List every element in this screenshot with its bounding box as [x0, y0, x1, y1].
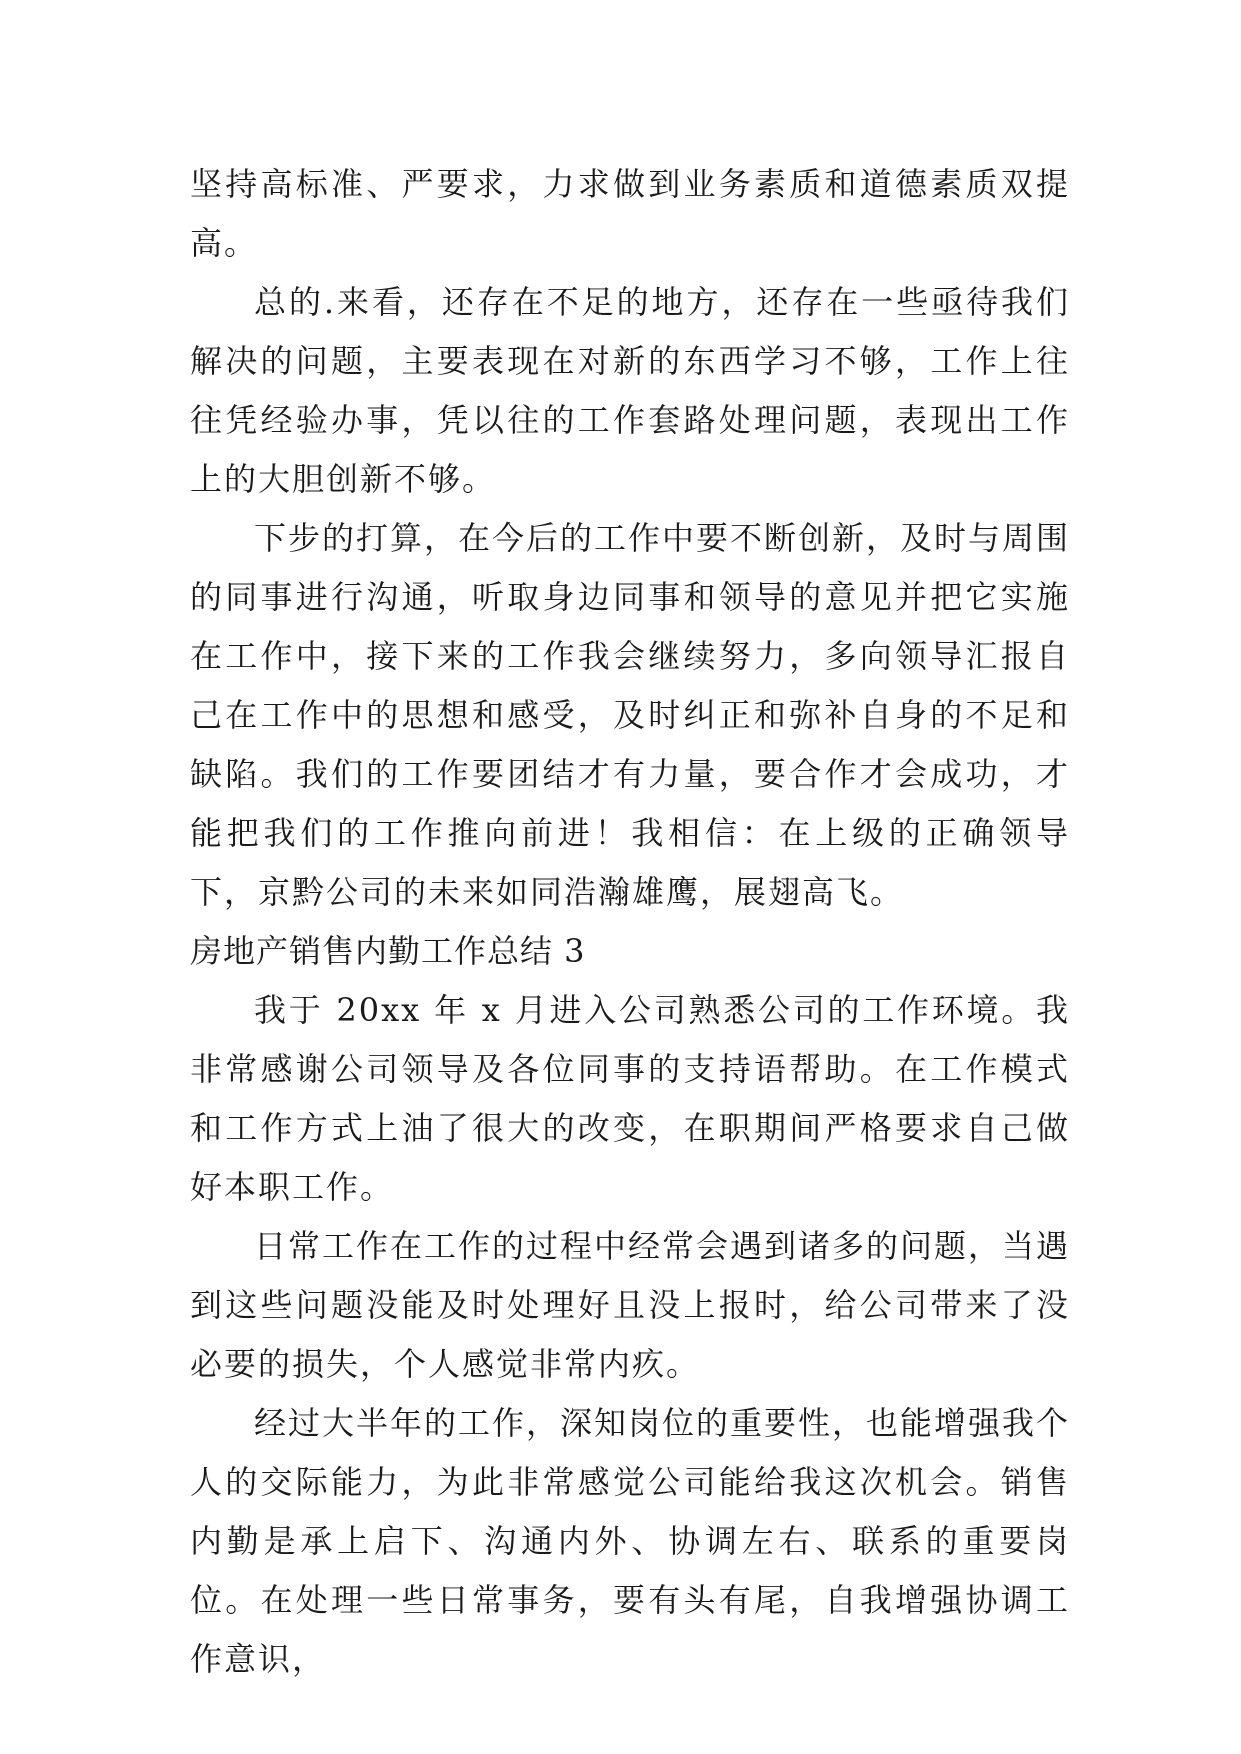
paragraph-experience: 经过大半年的工作，深知岗位的重要性，也能增强我个人的交际能力，为此非常感觉公司能给我这次机会。销售内勤是承上启下、沟通内外、协调左右、联系的重要岗位。在处理一些日常事务，要有头有尾，自我增强协调工作意识，	[190, 1404, 1071, 1678]
paragraph-intro: 我于 20xx 年 x 月进入公司熟悉公司的工作环境。我非常感谢公司领导及各位同事的支持语帮助。在工作模式和工作方式上油了很大的改变，在职期间严格要求自己做好本职工作。	[190, 991, 1070, 1206]
paragraph-summary: 总的.来看，还存在不足的地方，还存在一些亟待我们解决的问题，主要表现在对新的东西学习不够，工作上往往凭经验办事，凭以往的工作套路处理问题，表现出工作上的大胆创新不够。	[190, 283, 1070, 498]
section-heading: 房地产销售内勤工作总结 3	[190, 932, 586, 970]
paragraph-next-steps: 下步的打算，在今后的工作中要不断创新，及时与周围的同事进行沟通，听取身边同事和领导的意见并把它实施在工作中，接下来的工作我会继续努力，多向领导汇报自己在工作中的思想和感受，及时纠正和弥补自身的不足和缺陷。我们的工作要团结才有力量，要合作才会成功，才能把我们的工作推向前进！我相信：在上级的正确领导下，京黔公司的未来如同浩瀚雄鹰，展翅高飞。	[190, 519, 1071, 911]
paragraph-daily-work: 日常工作在工作的过程中经常会遇到诸多的问题，当遇到这些问题没能及时处理好且没上报时，给公司带来了没必要的损失，个人感觉非常内疚。	[190, 1227, 1071, 1383]
paragraph-continuation: 坚持高标准、严要求，力求做到业务素质和道德素质双提高。	[190, 165, 1070, 262]
document-body	[190, 155, 1070, 1689]
